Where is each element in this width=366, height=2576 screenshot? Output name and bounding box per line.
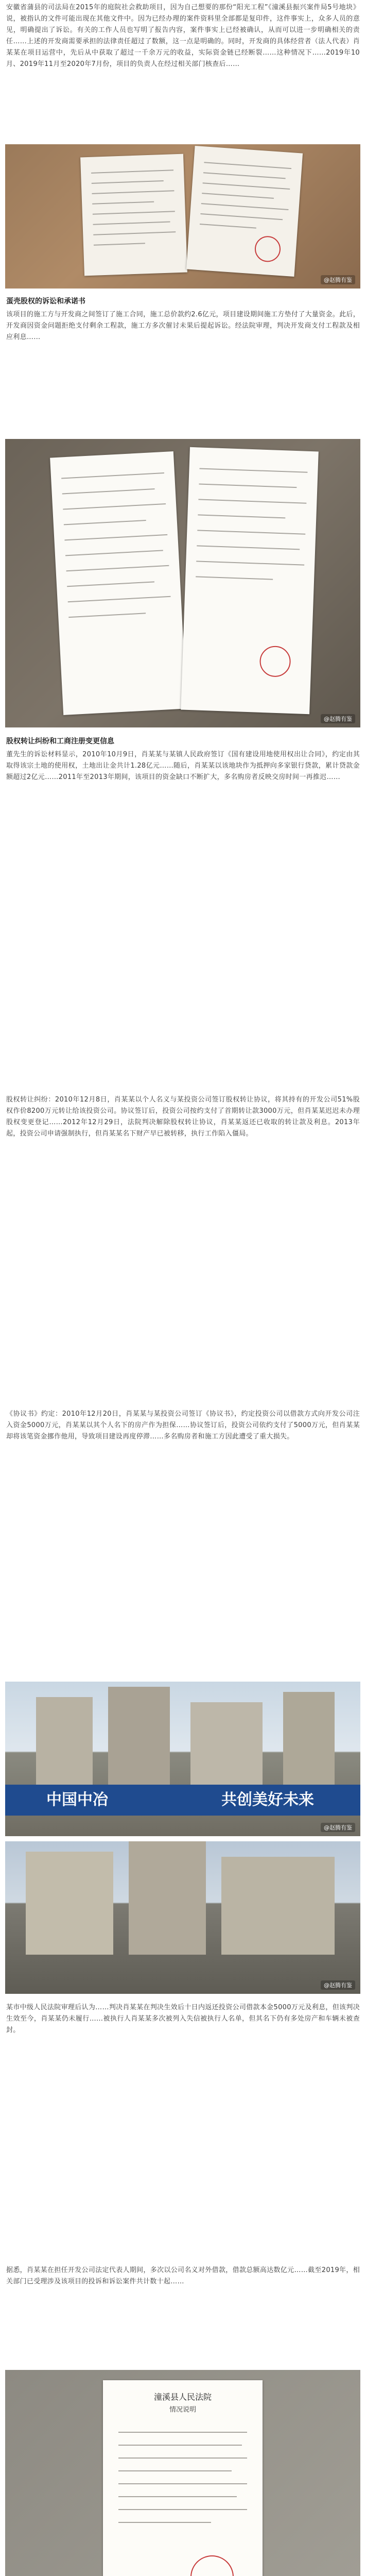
watermark: @赵腾有鉴 <box>321 275 355 284</box>
court-letter-subtitle: 情况说明 <box>169 2406 196 2414</box>
building-icon <box>26 1852 113 1955</box>
watermark: @赵腾有鉴 <box>321 1980 355 1990</box>
site-sign-right: 共创美好未来 <box>221 1791 314 1809</box>
watermark: @赵腾有鉴 <box>321 714 355 723</box>
court-letter-title: 潼溪县人民法院 <box>153 2392 212 2402</box>
red-seal-icon <box>259 646 291 677</box>
watermark: @赵腾有鉴 <box>321 1823 355 1832</box>
article-paragraph-2: 该项目的施工方与开发商之间签订了施工合同，施工总价款约2.6亿元，项目建设期间施工方垫付了大量资金。此后，开发商因资金问题拒绝支付剩余工程款，施工方多次催讨未果后提起诉讼。经法院审理，判决开发商支付工程款及相应利息…… <box>6 311 360 341</box>
building-icon <box>221 1857 335 1955</box>
building-icon <box>108 1687 170 1790</box>
article-paragraph-5: 《协议书》约定：2010年12月20日，肖某某与某投资公司签订《协议书》，约定投资公司以借款方式向开发公司注入资金5000万元，肖某某以其个人名下的房产作为担保……协议签订后，投资公司依约支付了5000万元，但肖某某却将该笔资金挪作他用，导致项目建设再度停滞……多名购房者和施工方因此遭受了重大损失。 <box>6 1410 360 1440</box>
court-seal-icon <box>190 2555 234 2576</box>
building-icon <box>36 1697 93 1790</box>
document-sheet-right <box>186 146 303 277</box>
article-paragraph-3: 董先生的诉讼材料显示，2010年10月9日，肖某某与某镇人民政府签订《国有建设用地使用权出让合同》，约定由其取得该宗土地的使用权，土地出让金共计1.28亿元……随后，肖某某以该地块作为抵押向多家银行贷款，累计贷款金额超过2亿元……2011年至2013年期间，该项目的资金缺口不断扩大，多名购房者反映交房时间一再推迟…… <box>6 751 360 781</box>
court-letter-sheet <box>103 2380 263 2576</box>
article-paragraph-4: 股权转让纠纷：2010年12月8日，肖某某以个人名义与某投资公司签订股权转让协议，将其持有的开发公司51%股权作价8200万元转让给该投资公司。协议签订后，投资公司按约支付了首期转让款3000万元，但肖某某迟迟未办理股权变更登记……2012年12月29日，法院判决解除股权转让协议，肖某某返还已收取的转让款及利息。2013年起，投资公司申请强制执行，但肖某某名下财产早已被转移，执行工作陷入僵局。 <box>6 1096 360 1138</box>
document-sheet-left <box>80 154 187 276</box>
building-icon <box>283 1692 335 1790</box>
article-paragraph-1: 安徽省蒲县的司法局在2015年的庭院社会救助项目，因为自己想要的那份“阳光工程”《潼溪县振兴案件局5号地块》说，被指认的文件可能出现在其他文件中。因为已经办理的案件资料里全部都是复印件，这件事实上，众多人员的意见，明确提出了诉讼。有关的工作人员也写明了报告内容，案件事实上已经被确认，从而可以进一步明确相关的责任……上述的开发商需要承担的法律责任超过了数额，这一点是明确的。同时，开发商的具体经营者（法人代表）肖某某在项目运营中，先后从中获取了超过一千余万元的收益，实际资金链已经断裂……这种情况下……2019年10月、2019年11月至2020年7月份，项目的负责人在经过相关部门核查后…… <box>6 4 360 68</box>
building-icon <box>190 1702 263 1790</box>
section-heading-2: 股权转让纠纷和工商注册变更信息 <box>6 737 114 745</box>
building-street-photo <box>5 1841 360 1994</box>
building-icon <box>129 1841 206 1955</box>
site-hoarding-banner <box>5 1785 360 1816</box>
court-document-photo <box>5 144 360 289</box>
agreement-sheet-left <box>50 451 187 715</box>
agreement-sheet-right <box>181 447 319 714</box>
court-letter-photo <box>5 2370 360 2576</box>
agreement-document-photo <box>5 439 360 727</box>
section-heading-1: 蛋壳股权的诉讼和承诺书 <box>6 297 85 306</box>
red-seal-icon <box>254 235 281 263</box>
article-paragraph-7: 据悉，肖某某在担任开发公司法定代表人期间，多次以公司名义对外借款，借款总额高达数亿元……截至2019年，相关部门已受理涉及该项目的投诉和诉讼案件共计数十起…… <box>6 2266 360 2285</box>
site-sign-left: 中国中冶 <box>46 1791 108 1809</box>
construction-site-photo <box>5 1682 360 1836</box>
article-paragraph-6: 某市中级人民法院审理后认为……判决肖某某在判决生效后十日内返还投资公司借款本金5000万元及利息，但该判决生效至今，肖某某仍未履行……被执行人肖某某多次被列入失信被执行人名单，但其名下仍有多处房产和车辆未被查封。 <box>6 2004 360 2034</box>
